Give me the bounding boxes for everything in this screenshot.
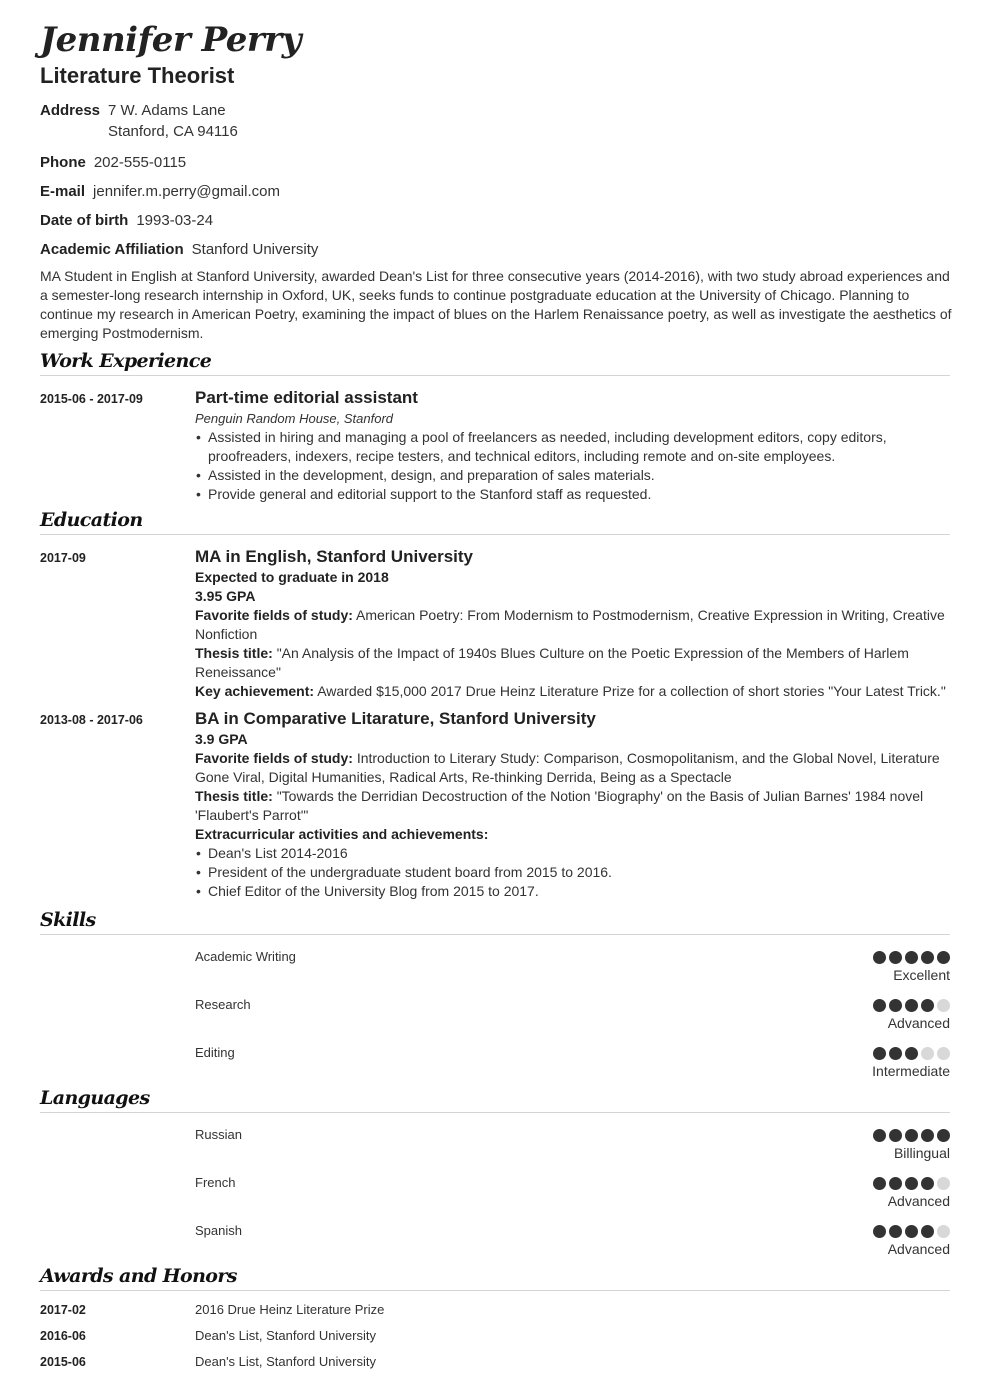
education-entry-date: 2013-08 - 2017-06	[40, 713, 143, 727]
work-entry	[40, 387, 950, 504]
section-heading-work: Work Experience	[40, 350, 950, 376]
list-item: • President of the undergraduate student board from 2015 to 2016.	[195, 863, 950, 882]
languages-list	[40, 1121, 950, 1265]
affiliation-value: Stanford University	[191, 241, 319, 258]
skill-rating-dots	[750, 991, 950, 1012]
skill-row	[40, 991, 950, 1039]
key-achievement	[195, 682, 950, 701]
thesis-label: Thesis title:	[195, 788, 273, 804]
phone-value: 202-555-0115	[93, 154, 187, 171]
education-entry-ba	[40, 708, 950, 901]
rating-dot-filled-icon	[921, 1129, 934, 1142]
list-item: • Provide general and editorial support to the Stanford staff as requested.	[195, 485, 950, 504]
education-entry-title: MA in English, Stanford University	[195, 547, 474, 566]
language-level: Advanced	[887, 1241, 950, 1257]
language-level: Billingual	[893, 1145, 950, 1161]
rating-dot-filled-icon	[889, 1177, 902, 1190]
address-line-2: Stanford, CA 94116	[108, 123, 238, 140]
language-row	[40, 1121, 950, 1169]
dob-label: Date of birth	[40, 212, 129, 229]
dob-value: 1993-03-24	[136, 212, 214, 229]
list-item: • Chief Editor of the University Blog from 2015 to 2017.	[195, 882, 950, 901]
awards-list	[40, 1301, 950, 1379]
email-value: jennifer.m.perry@gmail.com	[93, 183, 280, 200]
thesis	[195, 644, 950, 682]
language-level: Advanced	[887, 1193, 950, 1209]
skill-name: Editing	[195, 1045, 235, 1060]
address-label: Address	[40, 102, 101, 119]
award-row	[40, 1353, 950, 1379]
education-entry-title: BA in Comparative Litarature, Stanford University	[195, 709, 596, 728]
award-name: 2016 Drue Heinz Literature Prize	[195, 1302, 385, 1317]
skill-level: Excellent	[893, 967, 950, 983]
address-line-1: 7 W. Adams Lane	[108, 102, 226, 119]
candidate-title: Literature Theorist	[40, 63, 235, 88]
fields-label: Favorite fields of study:	[195, 750, 353, 766]
skill-rating-dots	[750, 1039, 950, 1060]
rating-dot-filled-icon	[921, 1225, 934, 1238]
rating-dot-filled-icon	[937, 1129, 950, 1142]
language-rating-dots	[750, 1169, 950, 1190]
language-row	[40, 1169, 950, 1217]
rating-dot-filled-icon	[873, 1047, 886, 1060]
gpa: 3.9 GPA	[195, 731, 248, 747]
rating-dot-filled-icon	[921, 951, 934, 964]
section-heading-skills: Skills	[40, 909, 950, 935]
fields-value: American Poetry: From Modernism to Postmodernism, Creative Expression in Writing, Creative Nonfiction	[195, 607, 945, 642]
skill-row	[40, 1039, 950, 1087]
graduation-note: Expected to graduate in 2018	[195, 569, 389, 585]
work-entry-date: 2015-06 - 2017-09	[40, 392, 143, 406]
rating-dot-empty-icon	[937, 1177, 950, 1190]
list-item: • Dean's List 2014-2016	[195, 844, 950, 863]
rating-dot-filled-icon	[889, 951, 902, 964]
language-rating-dots	[750, 1121, 950, 1142]
award-date: 2015-06	[40, 1355, 86, 1369]
award-date: 2017-02	[40, 1303, 86, 1317]
rating-dot-filled-icon	[889, 1047, 902, 1060]
phone-label: Phone	[40, 154, 86, 171]
education-entry-date: 2017-09	[40, 551, 86, 565]
rating-dot-filled-icon	[873, 1177, 886, 1190]
rating-dot-filled-icon	[873, 1225, 886, 1238]
thesis-value: "Towards the Derridian Decostruction of the Notion 'Biography' on the Basis of Julian Barnes' 1984 novel 'Flaubert's Parrot'"	[195, 788, 924, 823]
fields-label: Favorite fields of study:	[195, 607, 353, 623]
contact-phone	[40, 153, 950, 172]
extracurricular-label: Extracurricular activities and achievements:	[195, 826, 489, 842]
work-experience-section	[40, 350, 950, 504]
contact-dob	[40, 211, 950, 230]
contact-block	[40, 101, 950, 269]
language-name: French	[195, 1175, 236, 1190]
skill-level: Intermediate	[872, 1063, 950, 1079]
section-heading-education: Education	[40, 509, 950, 535]
education-entry-ma	[40, 546, 950, 701]
rating-dot-empty-icon	[921, 1047, 934, 1060]
language-row	[40, 1217, 950, 1265]
section-heading-awards: Awards and Honors	[40, 1265, 950, 1291]
skill-name: Research	[195, 997, 251, 1012]
rating-dot-filled-icon	[889, 1225, 902, 1238]
contact-email	[40, 182, 950, 201]
award-row	[40, 1327, 950, 1353]
skill-rating-dots	[750, 943, 950, 964]
award-row	[40, 1301, 950, 1327]
thesis	[195, 787, 950, 825]
work-entry-title: Part-time editorial assistant	[195, 388, 418, 407]
rating-dot-filled-icon	[937, 951, 950, 964]
award-name: Dean's List, Stanford University	[195, 1354, 376, 1369]
list-item: • Assisted in hiring and managing a pool of freelancers as needed, including development editors, copy editors, proofreaders, indexers, recipe testers, and technical editors, including remote and on-site employees.	[195, 428, 950, 466]
language-rating-dots	[750, 1217, 950, 1238]
address-value	[108, 101, 238, 143]
award-date: 2016-06	[40, 1329, 86, 1343]
rating-dot-filled-icon	[873, 951, 886, 964]
rating-dot-filled-icon	[905, 999, 918, 1012]
awards-section	[40, 1265, 950, 1379]
list-item: • Assisted in the development, design, and preparation of sales materials.	[195, 466, 950, 485]
thesis-label: Thesis title:	[195, 645, 273, 661]
rating-dot-filled-icon	[905, 1129, 918, 1142]
profile-summary: MA Student in English at Stanford University, awarded Dean's List for three consecutive years (2014-2016), with two study abroad experiences and a semester-long research internship in Oxford, UK, seeks funds to continue postgraduate education at the University of Chicago. Planning to continue my research in American Poetry, examining the impact of blues on the Harlem Renaissance poetry, as well as investigate the aesthetics of emerging Postmodernism.	[40, 268, 952, 341]
contact-affiliation	[40, 240, 950, 259]
rating-dot-filled-icon	[905, 1225, 918, 1238]
affiliation-label: Academic Affiliation	[40, 241, 184, 258]
skill-name: Academic Writing	[195, 949, 296, 964]
email-label: E-mail	[40, 183, 86, 200]
rating-dot-filled-icon	[889, 999, 902, 1012]
rating-dot-filled-icon	[873, 999, 886, 1012]
extracurricular-list	[195, 844, 950, 901]
skill-level: Advanced	[887, 1015, 950, 1031]
contact-address	[40, 101, 950, 143]
rating-dot-filled-icon	[905, 951, 918, 964]
skill-row	[40, 943, 950, 991]
rating-dot-filled-icon	[921, 999, 934, 1012]
rating-dot-empty-icon	[937, 999, 950, 1012]
skills-section	[40, 909, 950, 1087]
thesis-value: "An Analysis of the Impact of 1940s Blues Culture on the Poetic Expression of the Members of Harlem Reneissance"	[195, 645, 909, 680]
rating-dot-filled-icon	[905, 1047, 918, 1060]
candidate-name: Jennifer Perry	[40, 20, 301, 60]
favorite-fields	[195, 749, 950, 787]
section-heading-languages: Languages	[40, 1087, 950, 1113]
work-entry-duties	[195, 428, 950, 504]
work-entry-company: Penguin Random House, Stanford	[195, 411, 394, 426]
rating-dot-empty-icon	[937, 1047, 950, 1060]
rating-dot-filled-icon	[921, 1177, 934, 1190]
language-name: Spanish	[195, 1223, 242, 1238]
rating-dot-filled-icon	[889, 1129, 902, 1142]
gpa: 3.95 GPA	[195, 588, 256, 604]
achievement-value: Awarded $15,000 2017 Drue Heinz Literature Prize for a collection of short stories "Your Latest Trick."	[317, 683, 946, 699]
rating-dot-filled-icon	[873, 1129, 886, 1142]
languages-section	[40, 1087, 950, 1265]
skills-list	[40, 943, 950, 1087]
fields-value: Introduction to Literary Study: Comparison, Cosmopolitanism, and the Global Novel, Literature Gone Viral, Digital Humanities, Radical Arts, Re-thinking Derrida, Being as a Spectacle	[195, 750, 940, 785]
rating-dot-empty-icon	[937, 1225, 950, 1238]
achievement-label: Key achievement:	[195, 683, 315, 699]
favorite-fields	[195, 606, 950, 644]
education-section	[40, 509, 950, 901]
language-name: Russian	[195, 1127, 242, 1142]
award-name: Dean's List, Stanford University	[195, 1328, 376, 1343]
rating-dot-filled-icon	[905, 1177, 918, 1190]
